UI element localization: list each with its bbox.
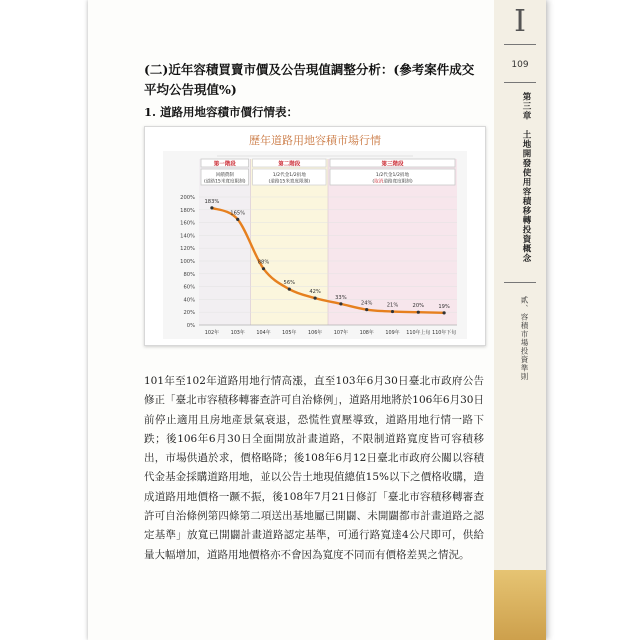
stage-note: (道路15米寬度限制) [268,179,311,185]
data-label: 56% [283,280,296,287]
stage-note: 1/2代金1/2捐地 [375,173,410,178]
x-tick-label: 104年 [256,330,271,336]
stage-note-highlight: 取消 [374,179,384,185]
sidebar-divider [504,44,536,45]
part-numeral: I [514,4,526,39]
x-tick-label: 110年上旬 [406,330,431,336]
chart-title: 歷年道路用地容積市場行情 [249,134,381,147]
sidebar-divider [504,282,536,283]
stage-label: 第三階段 [381,161,404,168]
x-tick-label: 110年下旬 [432,330,457,336]
data-point [210,206,213,209]
y-tick-label: 180% [180,207,195,214]
y-tick-label: 60% [183,284,195,291]
data-point [417,311,420,314]
x-tick-label: 106年 [307,330,323,336]
data-label: 183% [204,198,220,205]
data-point [443,311,446,314]
data-point [365,308,368,311]
y-tick-label: 120% [180,246,195,253]
book-page [88,0,546,640]
sidebar-gold-tab [494,570,546,640]
x-tick-label: 102年 [204,330,220,336]
chapter-title: 第三章 土地開發使用容積移轉投資概念 [521,92,531,263]
data-label: 42% [309,289,321,296]
data-point [391,310,394,313]
data-label: 20% [412,303,425,310]
data-label: 24% [360,300,373,307]
data-point [262,267,265,270]
y-tick-label: 160% [180,220,195,227]
price-trend-chart [144,126,486,346]
y-tick-label: 140% [180,233,195,240]
stage-note-prefix: ( [372,179,375,185]
data-point [288,288,291,291]
y-tick-label: 80% [183,271,195,278]
x-tick-label: 105年 [282,330,297,336]
stage-note: 回饋費制 [215,173,234,178]
y-tick-label: 100% [180,259,195,265]
data-label: 33% [335,294,347,301]
x-tick-label: 109年 [385,330,400,336]
y-tick-label: 40% [183,297,195,304]
y-tick-label: 200% [180,195,195,201]
stage-note-suffix: 道路寬度限制) [383,179,413,185]
chapter-sidebar [494,0,546,640]
body-paragraph: 101年至102年道路用地行情高漲，直至103年6月30日臺北市政府公告修正「臺北市容積移轉審查許可自治條例」，道路用地將於106年6月30日前停止適用且房地產景氣衰退，恐慌性賣壓導致，道路用地行情一路下跌；後106年6月30日全面開放計畫道路，不限制道路寬度皆可容積移出，市場供過於求，價格略降；後108年6月12日臺北市政府公關以容積代金基金採購道路用地，並以公告土地現值總值15%以下之價格收購，造成道路用地價格一蹶不振，後108年7月21日修訂「臺北市容積移轉審查許可自治條例第四條第二項送出基地屬已開闢、未開闢都市計畫道路之認定基準」放寬已開闢計畫道路認定基準，可通行路寬達4公尺即可，供給量大幅增加，道路用地價格亦不會因為寬度不同而有價格差異之情況。 [144,375,484,561]
data-point [236,218,239,221]
data-label: 19% [438,303,450,310]
y-tick-label: 20% [183,310,195,317]
stage-note: (道路15米寬度限制) [204,179,246,185]
stage-note: 1/2代金1/2捐地 [272,173,306,178]
x-tick-label: 107年 [333,330,349,336]
data-label: 165% [230,210,246,217]
data-label: 21% [386,302,399,309]
section-heading: (二)近年容積買賣市價及公告現值調整分析：(參考案件成交平均公告現值%) [144,62,475,97]
stage-label: 第二階段 [278,161,301,168]
data-label: 88% [257,259,270,266]
x-tick-label: 108年 [359,330,374,336]
chart-svg [145,127,485,345]
x-tick-label: 103年 [230,330,245,336]
stage-label: 第一階段 [213,161,236,168]
sidebar-divider [504,82,536,83]
data-point [314,297,317,300]
page-number: 109 [511,60,529,70]
sub-heading: 1. 道路用地容積市價行情表： [144,105,299,119]
data-point [339,302,342,305]
section-title: 貳、容積市場投資準則 [520,296,529,381]
stage-note [372,178,413,185]
y-tick-label: 0% [186,323,195,329]
